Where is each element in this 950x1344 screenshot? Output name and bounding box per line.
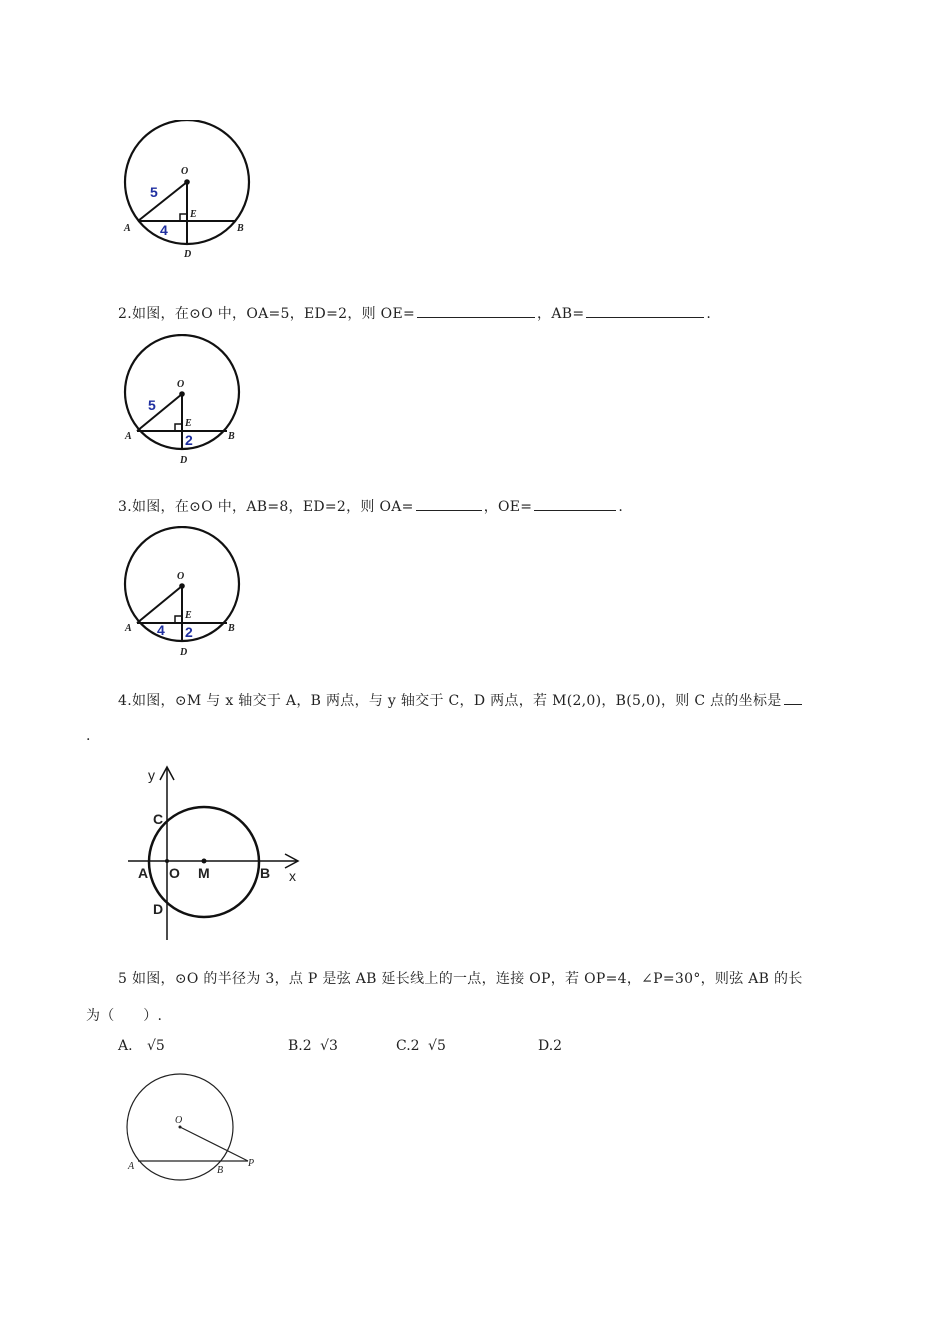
option-d[interactable]: D.2 [538, 1038, 563, 1054]
label-c: C [153, 811, 164, 827]
figure-4-coordinate [122, 758, 312, 948]
question-3 [118, 496, 623, 516]
label-b: B [228, 623, 235, 634]
question-2-text: 2.如图，在⊙O 中，OA=5，ED=2，则 OE= [118, 306, 416, 322]
question-5-line-2: 为（ ）. [86, 1008, 163, 1024]
label-a: A [125, 623, 132, 634]
question-4 [118, 690, 804, 710]
figure-3-circle [112, 526, 252, 661]
segment-op [180, 1127, 248, 1161]
option-c[interactable]: C.2 √5 [396, 1038, 446, 1054]
point-m [202, 859, 207, 864]
figure-5-circle [118, 1070, 268, 1190]
answer-blank-oe[interactable] [417, 303, 535, 318]
figure-1-circle [110, 120, 260, 265]
label-x: x [289, 868, 296, 884]
label-a: A [138, 865, 149, 881]
question-2 [118, 303, 711, 323]
length-oa: 5 [150, 184, 158, 200]
label-p: P [248, 1158, 255, 1169]
right-angle-mark [175, 424, 182, 431]
point-o [179, 583, 185, 589]
label-o: O [175, 1115, 183, 1126]
label-e: E [190, 209, 197, 220]
point-o [179, 391, 185, 397]
answer-blank-oe[interactable] [534, 496, 616, 511]
label-o: O [177, 571, 185, 582]
answer-blank-oa[interactable] [416, 496, 482, 511]
label-a: A [128, 1161, 135, 1172]
option-b[interactable]: B.2 √3 [288, 1038, 338, 1054]
length-ae: 4 [160, 222, 168, 238]
question-3-end: . [618, 499, 624, 515]
question-2-mid: ，AB= [537, 306, 585, 322]
length-oa: 5 [148, 397, 156, 413]
question-4-end: . [86, 728, 91, 744]
option-b-root: √3 [320, 1038, 338, 1054]
label-a: A [124, 223, 131, 234]
right-angle-mark [180, 214, 187, 221]
label-b: B [260, 865, 271, 881]
point-o [165, 859, 169, 863]
label-a: A [125, 431, 132, 442]
length-ae: 4 [157, 622, 165, 638]
label-e: E [185, 418, 192, 429]
label-d: D [180, 647, 188, 658]
question-3-text: 3.如图，在⊙O 中，AB=8，ED=2，则 OA= [118, 499, 414, 515]
label-o: O [181, 166, 189, 177]
label-d: D [184, 249, 192, 260]
label-o: O [169, 865, 180, 881]
label-b: B [217, 1165, 224, 1176]
question-5-line-1: 5 如图，⊙O 的半径为 3，点 P 是弦 AB 延长线上的一点，连接 OP，若 OP=4，∠P=30°，则弦 AB 的长 [118, 971, 803, 987]
label-d: D [153, 901, 164, 917]
label-b: B [228, 431, 235, 442]
figure-2-circle [112, 334, 252, 469]
answer-blank-ab[interactable] [586, 303, 704, 318]
label-b: B [237, 223, 244, 234]
option-c-root: √5 [428, 1038, 446, 1054]
length-ed: 2 [185, 624, 193, 640]
label-e: E [185, 610, 192, 621]
label-y: y [148, 767, 155, 783]
question-4-text: 4.如图，⊙M 与 x 轴交于 A，B 两点，与 y 轴交于 C，D 两点，若 M(2,0)，B(5,0)，则 C 点的坐标是 [118, 693, 782, 709]
label-d: D [180, 455, 188, 466]
answer-blank-c[interactable] [784, 690, 802, 705]
right-angle-mark [175, 616, 182, 623]
option-a[interactable]: A. √5 [118, 1038, 165, 1054]
question-3-mid: ，OE= [483, 499, 533, 515]
point-o [184, 179, 190, 185]
label-o: O [177, 379, 185, 390]
length-ed: 2 [185, 432, 193, 448]
label-m: M [198, 865, 210, 881]
option-a-root: √5 [147, 1038, 165, 1054]
question-2-end: . [706, 306, 712, 322]
